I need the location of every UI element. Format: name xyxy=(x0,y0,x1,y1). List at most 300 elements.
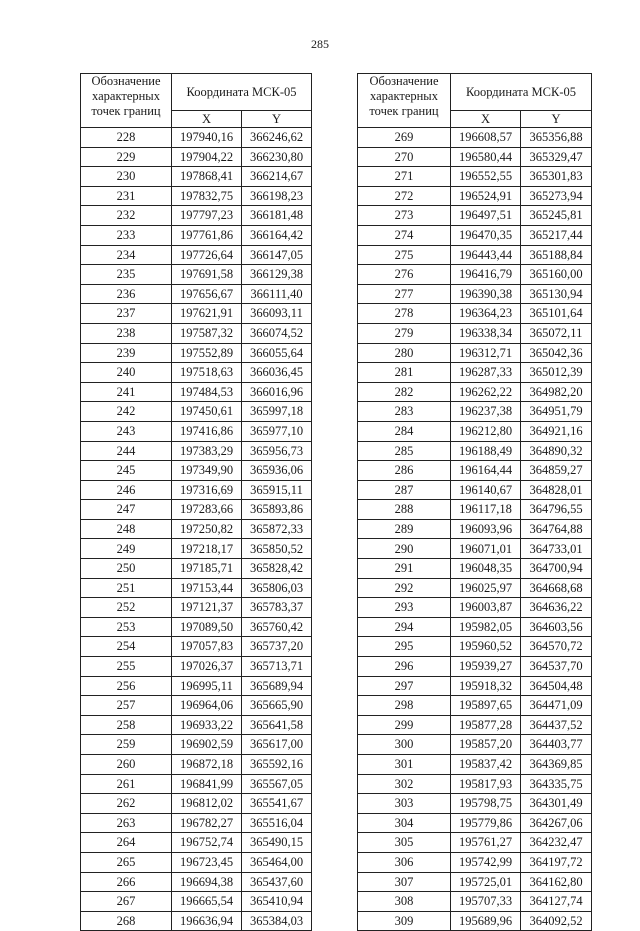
y-coordinate-cell: 365490,15 xyxy=(242,833,312,853)
point-id-cell: 303 xyxy=(358,794,451,814)
point-id-cell: 278 xyxy=(358,304,451,324)
point-id-cell: 231 xyxy=(81,186,172,206)
y-coordinate-cell: 365101,64 xyxy=(521,304,592,324)
table-row xyxy=(358,794,592,814)
table-row xyxy=(81,147,312,167)
y-coordinate-cell: 365245,81 xyxy=(521,206,592,226)
x-coordinate-cell: 195960,52 xyxy=(451,637,521,657)
y-coordinate-cell: 365384,03 xyxy=(242,911,312,931)
point-id-cell: 307 xyxy=(358,872,451,892)
table-body-left xyxy=(81,128,312,931)
x-coordinate-cell: 196416,79 xyxy=(451,265,521,285)
y-coordinate-cell: 364197,72 xyxy=(521,852,592,872)
x-coordinate-cell: 196140,67 xyxy=(451,480,521,500)
point-id-cell: 247 xyxy=(81,500,172,520)
point-id-cell: 236 xyxy=(81,284,172,304)
x-coordinate-cell: 196071,01 xyxy=(451,539,521,559)
point-id-cell: 256 xyxy=(81,676,172,696)
x-coordinate-cell: 195689,96 xyxy=(451,911,521,931)
x-coordinate-cell: 195725,01 xyxy=(451,872,521,892)
x-coordinate-cell: 197621,91 xyxy=(172,304,242,324)
y-coordinate-cell: 364733,01 xyxy=(521,539,592,559)
y-coordinate-cell: 364403,77 xyxy=(521,735,592,755)
table-row xyxy=(81,813,312,833)
x-coordinate-cell: 197218,17 xyxy=(172,539,242,559)
point-id-cell: 253 xyxy=(81,617,172,637)
y-coordinate-cell: 364301,49 xyxy=(521,794,592,814)
point-id-cell: 292 xyxy=(358,578,451,598)
x-coordinate-cell: 195817,93 xyxy=(451,774,521,794)
table-row xyxy=(81,892,312,912)
x-coordinate-cell: 197250,82 xyxy=(172,519,242,539)
x-coordinate-cell: 196048,35 xyxy=(451,559,521,579)
x-coordinate-cell: 197484,53 xyxy=(172,382,242,402)
point-id-cell: 295 xyxy=(358,637,451,657)
x-coordinate-cell: 197416,86 xyxy=(172,421,242,441)
table-row xyxy=(358,657,592,677)
x-coordinate-cell: 197185,71 xyxy=(172,559,242,579)
point-id-cell: 257 xyxy=(81,696,172,716)
y-coordinate-cell: 365410,94 xyxy=(242,892,312,912)
table-row xyxy=(81,715,312,735)
x-coordinate-cell: 197904,22 xyxy=(172,147,242,167)
table-row xyxy=(358,441,592,461)
point-id-cell: 267 xyxy=(81,892,172,912)
point-id-cell: 302 xyxy=(358,774,451,794)
table-row xyxy=(358,500,592,520)
point-id-cell: 271 xyxy=(358,167,451,187)
coordinates-table-right xyxy=(357,73,592,931)
table-row xyxy=(358,872,592,892)
x-coordinate-cell: 197726,64 xyxy=(172,245,242,265)
table-row xyxy=(358,382,592,402)
point-id-cell: 276 xyxy=(358,265,451,285)
y-coordinate-cell: 364437,52 xyxy=(521,715,592,735)
table-row xyxy=(81,265,312,285)
y-coordinate-cell: 366074,52 xyxy=(242,323,312,343)
point-id-cell: 281 xyxy=(358,363,451,383)
x-coordinate-cell: 197587,32 xyxy=(172,323,242,343)
table-row xyxy=(81,225,312,245)
table-row xyxy=(358,833,592,853)
y-coordinate-cell: 365915,11 xyxy=(242,480,312,500)
point-id-cell: 249 xyxy=(81,539,172,559)
point-id-cell: 241 xyxy=(81,382,172,402)
x-coordinate-cell: 196003,87 xyxy=(451,598,521,618)
y-coordinate-cell: 366214,67 xyxy=(242,167,312,187)
point-id-cell: 273 xyxy=(358,206,451,226)
y-coordinate-cell: 364636,22 xyxy=(521,598,592,618)
y-coordinate-cell: 366111,40 xyxy=(242,284,312,304)
table-row xyxy=(81,480,312,500)
y-coordinate-cell: 365012,39 xyxy=(521,363,592,383)
table-row xyxy=(358,186,592,206)
y-coordinate-cell: 365641,58 xyxy=(242,715,312,735)
table-row xyxy=(358,402,592,422)
x-coordinate-cell: 195897,65 xyxy=(451,696,521,716)
y-coordinate-cell: 364828,01 xyxy=(521,480,592,500)
table-row xyxy=(81,382,312,402)
y-coordinate-cell: 364369,85 xyxy=(521,755,592,775)
point-id-cell: 251 xyxy=(81,578,172,598)
point-id-cell: 239 xyxy=(81,343,172,363)
table-row xyxy=(81,343,312,363)
table-row xyxy=(358,578,592,598)
x-coordinate-cell: 196470,35 xyxy=(451,225,521,245)
point-id-cell: 264 xyxy=(81,833,172,853)
point-id-cell: 262 xyxy=(81,794,172,814)
y-coordinate-cell: 364668,68 xyxy=(521,578,592,598)
table-row xyxy=(358,715,592,735)
table-row xyxy=(358,225,592,245)
point-id-cell: 294 xyxy=(358,617,451,637)
y-coordinate-cell: 365567,05 xyxy=(242,774,312,794)
y-coordinate-cell: 365977,10 xyxy=(242,421,312,441)
x-coordinate-cell: 197552,89 xyxy=(172,343,242,363)
point-id-cell: 230 xyxy=(81,167,172,187)
y-coordinate-cell: 365541,67 xyxy=(242,794,312,814)
y-coordinate-cell: 364335,75 xyxy=(521,774,592,794)
x-coordinate-cell: 195877,28 xyxy=(451,715,521,735)
x-coordinate-cell: 197121,37 xyxy=(172,598,242,618)
y-coordinate-cell: 364982,20 xyxy=(521,382,592,402)
table-row xyxy=(358,343,592,363)
point-id-cell: 309 xyxy=(358,911,451,931)
table-row xyxy=(81,519,312,539)
point-id-cell: 283 xyxy=(358,402,451,422)
table-row xyxy=(81,833,312,853)
table-row xyxy=(358,735,592,755)
y-coordinate-cell: 365356,88 xyxy=(521,128,592,148)
y-coordinate-cell: 366036,45 xyxy=(242,363,312,383)
x-coordinate-cell: 195939,27 xyxy=(451,657,521,677)
table-row xyxy=(358,304,592,324)
table-row xyxy=(358,480,592,500)
point-id-cell: 240 xyxy=(81,363,172,383)
point-id-cell: 237 xyxy=(81,304,172,324)
x-coordinate-cell: 196723,45 xyxy=(172,852,242,872)
point-id-cell: 259 xyxy=(81,735,172,755)
y-coordinate-cell: 365329,47 xyxy=(521,147,592,167)
point-id-cell: 286 xyxy=(358,461,451,481)
x-coordinate-cell: 197797,23 xyxy=(172,206,242,226)
header-y: Y xyxy=(242,111,312,128)
y-coordinate-cell: 366181,48 xyxy=(242,206,312,226)
y-coordinate-cell: 366093,11 xyxy=(242,304,312,324)
point-id-cell: 299 xyxy=(358,715,451,735)
x-coordinate-cell: 196338,34 xyxy=(451,323,521,343)
table-row xyxy=(358,265,592,285)
x-coordinate-cell: 197868,41 xyxy=(172,167,242,187)
table-row xyxy=(358,637,592,657)
y-coordinate-cell: 365783,37 xyxy=(242,598,312,618)
table-row xyxy=(358,284,592,304)
table-row xyxy=(358,206,592,226)
table-row xyxy=(81,461,312,481)
y-coordinate-cell: 366198,23 xyxy=(242,186,312,206)
x-coordinate-cell: 197940,16 xyxy=(172,128,242,148)
table-row xyxy=(358,755,592,775)
x-coordinate-cell: 196872,18 xyxy=(172,755,242,775)
y-coordinate-cell: 365592,16 xyxy=(242,755,312,775)
x-coordinate-cell: 196093,96 xyxy=(451,519,521,539)
point-id-cell: 293 xyxy=(358,598,451,618)
x-coordinate-cell: 196995,11 xyxy=(172,676,242,696)
x-coordinate-cell: 196287,33 xyxy=(451,363,521,383)
table-row xyxy=(81,284,312,304)
table-row xyxy=(358,852,592,872)
x-coordinate-cell: 196188,49 xyxy=(451,441,521,461)
table-row xyxy=(358,911,592,931)
table-row xyxy=(81,637,312,657)
table-row xyxy=(81,617,312,637)
point-id-cell: 244 xyxy=(81,441,172,461)
point-id-cell: 233 xyxy=(81,225,172,245)
y-coordinate-cell: 364162,80 xyxy=(521,872,592,892)
table-row xyxy=(81,245,312,265)
x-coordinate-cell: 197518,63 xyxy=(172,363,242,383)
x-coordinate-cell: 197656,67 xyxy=(172,284,242,304)
page-number: 285 xyxy=(311,37,329,51)
point-id-cell: 245 xyxy=(81,461,172,481)
header-coordinate-title: Координата МСК-05 xyxy=(451,74,592,111)
x-coordinate-cell: 196752,74 xyxy=(172,833,242,853)
point-id-cell: 287 xyxy=(358,480,451,500)
table-row xyxy=(358,617,592,637)
x-coordinate-cell: 196964,06 xyxy=(172,696,242,716)
y-coordinate-cell: 365217,44 xyxy=(521,225,592,245)
table-row xyxy=(81,441,312,461)
x-coordinate-cell: 196782,27 xyxy=(172,813,242,833)
x-coordinate-cell: 196237,38 xyxy=(451,402,521,422)
x-coordinate-cell: 197089,50 xyxy=(172,617,242,637)
point-id-cell: 234 xyxy=(81,245,172,265)
point-id-cell: 266 xyxy=(81,872,172,892)
x-coordinate-cell: 196636,94 xyxy=(172,911,242,931)
table-row xyxy=(81,911,312,931)
x-coordinate-cell: 197283,66 xyxy=(172,500,242,520)
x-coordinate-cell: 196117,18 xyxy=(451,500,521,520)
x-coordinate-cell: 195857,20 xyxy=(451,735,521,755)
y-coordinate-cell: 365273,94 xyxy=(521,186,592,206)
point-id-cell: 297 xyxy=(358,676,451,696)
y-coordinate-cell: 365516,04 xyxy=(242,813,312,833)
y-coordinate-cell: 365850,52 xyxy=(242,539,312,559)
y-coordinate-cell: 365689,94 xyxy=(242,676,312,696)
y-coordinate-cell: 364267,06 xyxy=(521,813,592,833)
y-coordinate-cell: 365760,42 xyxy=(242,617,312,637)
table-row xyxy=(81,657,312,677)
table-row xyxy=(81,852,312,872)
x-coordinate-cell: 197832,75 xyxy=(172,186,242,206)
y-coordinate-cell: 365617,00 xyxy=(242,735,312,755)
y-coordinate-cell: 365072,11 xyxy=(521,323,592,343)
x-coordinate-cell: 197761,86 xyxy=(172,225,242,245)
table-row xyxy=(81,559,312,579)
point-id-cell: 304 xyxy=(358,813,451,833)
x-coordinate-cell: 196812,02 xyxy=(172,794,242,814)
table-row xyxy=(358,696,592,716)
y-coordinate-cell: 366164,42 xyxy=(242,225,312,245)
table-row xyxy=(358,147,592,167)
point-id-cell: 250 xyxy=(81,559,172,579)
x-coordinate-cell: 196580,44 xyxy=(451,147,521,167)
table-row xyxy=(358,774,592,794)
x-coordinate-cell: 197383,29 xyxy=(172,441,242,461)
y-coordinate-cell: 366016,96 xyxy=(242,382,312,402)
point-id-cell: 301 xyxy=(358,755,451,775)
point-id-cell: 272 xyxy=(358,186,451,206)
x-coordinate-cell: 196312,71 xyxy=(451,343,521,363)
point-id-cell: 275 xyxy=(358,245,451,265)
x-coordinate-cell: 196262,22 xyxy=(451,382,521,402)
x-coordinate-cell: 196390,38 xyxy=(451,284,521,304)
point-id-cell: 228 xyxy=(81,128,172,148)
y-coordinate-cell: 364859,27 xyxy=(521,461,592,481)
x-coordinate-cell: 196025,97 xyxy=(451,578,521,598)
table-row xyxy=(358,323,592,343)
table-row xyxy=(358,363,592,383)
x-coordinate-cell: 195742,99 xyxy=(451,852,521,872)
y-coordinate-cell: 365437,60 xyxy=(242,872,312,892)
header-x: X xyxy=(451,111,521,128)
y-coordinate-cell: 365042,36 xyxy=(521,343,592,363)
point-id-cell: 238 xyxy=(81,323,172,343)
y-coordinate-cell: 365665,90 xyxy=(242,696,312,716)
point-id-cell: 260 xyxy=(81,755,172,775)
table-row xyxy=(358,245,592,265)
point-id-cell: 306 xyxy=(358,852,451,872)
y-coordinate-cell: 365160,00 xyxy=(521,265,592,285)
x-coordinate-cell: 196694,38 xyxy=(172,872,242,892)
table-row xyxy=(358,676,592,696)
y-coordinate-cell: 365872,33 xyxy=(242,519,312,539)
y-coordinate-cell: 364232,47 xyxy=(521,833,592,853)
point-id-cell: 235 xyxy=(81,265,172,285)
point-id-cell: 300 xyxy=(358,735,451,755)
table-row xyxy=(358,519,592,539)
table-row xyxy=(358,559,592,579)
point-id-cell: 232 xyxy=(81,206,172,226)
x-coordinate-cell: 196665,54 xyxy=(172,892,242,912)
table-row xyxy=(358,892,592,912)
y-coordinate-cell: 364504,48 xyxy=(521,676,592,696)
table-row xyxy=(81,794,312,814)
y-coordinate-cell: 365956,73 xyxy=(242,441,312,461)
x-coordinate-cell: 195779,86 xyxy=(451,813,521,833)
header-x: X xyxy=(172,111,242,128)
x-coordinate-cell: 197057,83 xyxy=(172,637,242,657)
y-coordinate-cell: 364921,16 xyxy=(521,421,592,441)
x-coordinate-cell: 196443,44 xyxy=(451,245,521,265)
table-row xyxy=(81,206,312,226)
x-coordinate-cell: 196552,55 xyxy=(451,167,521,187)
table-row xyxy=(358,539,592,559)
x-coordinate-cell: 196841,99 xyxy=(172,774,242,794)
point-id-cell: 274 xyxy=(358,225,451,245)
point-id-cell: 280 xyxy=(358,343,451,363)
y-coordinate-cell: 364951,79 xyxy=(521,402,592,422)
point-id-cell: 248 xyxy=(81,519,172,539)
x-coordinate-cell: 196497,51 xyxy=(451,206,521,226)
point-id-cell: 285 xyxy=(358,441,451,461)
table-row xyxy=(81,167,312,187)
point-id-cell: 263 xyxy=(81,813,172,833)
y-coordinate-cell: 364092,52 xyxy=(521,911,592,931)
x-coordinate-cell: 195918,32 xyxy=(451,676,521,696)
point-id-cell: 270 xyxy=(358,147,451,167)
y-coordinate-cell: 365936,06 xyxy=(242,461,312,481)
table-row xyxy=(358,421,592,441)
x-coordinate-cell: 196164,44 xyxy=(451,461,521,481)
y-coordinate-cell: 365464,00 xyxy=(242,852,312,872)
table-row xyxy=(81,186,312,206)
table-row xyxy=(358,461,592,481)
x-coordinate-cell: 197691,58 xyxy=(172,265,242,285)
point-id-cell: 296 xyxy=(358,657,451,677)
x-coordinate-cell: 195982,05 xyxy=(451,617,521,637)
header-coordinate-title: Координата МСК-05 xyxy=(172,74,312,111)
y-coordinate-cell: 365188,84 xyxy=(521,245,592,265)
point-id-cell: 289 xyxy=(358,519,451,539)
point-id-cell: 290 xyxy=(358,539,451,559)
point-id-cell: 261 xyxy=(81,774,172,794)
header-point-label: Обозначение характерных точек границ xyxy=(81,74,172,128)
y-coordinate-cell: 365997,18 xyxy=(242,402,312,422)
table-body-right xyxy=(358,128,592,931)
y-coordinate-cell: 364764,88 xyxy=(521,519,592,539)
x-coordinate-cell: 196364,23 xyxy=(451,304,521,324)
y-coordinate-cell: 366230,80 xyxy=(242,147,312,167)
y-coordinate-cell: 366246,62 xyxy=(242,128,312,148)
table-row xyxy=(358,167,592,187)
y-coordinate-cell: 365301,83 xyxy=(521,167,592,187)
y-coordinate-cell: 365737,20 xyxy=(242,637,312,657)
x-coordinate-cell: 196902,59 xyxy=(172,735,242,755)
y-coordinate-cell: 364890,32 xyxy=(521,441,592,461)
point-id-cell: 246 xyxy=(81,480,172,500)
coordinates-table-left xyxy=(80,73,312,931)
point-id-cell: 284 xyxy=(358,421,451,441)
x-coordinate-cell: 197349,90 xyxy=(172,461,242,481)
header-y: Y xyxy=(521,111,592,128)
point-id-cell: 277 xyxy=(358,284,451,304)
y-coordinate-cell: 364700,94 xyxy=(521,559,592,579)
point-id-cell: 255 xyxy=(81,657,172,677)
table-row xyxy=(81,872,312,892)
table-row xyxy=(81,755,312,775)
point-id-cell: 242 xyxy=(81,402,172,422)
x-coordinate-cell: 197316,69 xyxy=(172,480,242,500)
table-row xyxy=(81,676,312,696)
table-row xyxy=(81,402,312,422)
point-id-cell: 229 xyxy=(81,147,172,167)
table-row xyxy=(81,421,312,441)
y-coordinate-cell: 365130,94 xyxy=(521,284,592,304)
table-row xyxy=(81,735,312,755)
point-id-cell: 268 xyxy=(81,911,172,931)
y-coordinate-cell: 366147,05 xyxy=(242,245,312,265)
table-row xyxy=(81,128,312,148)
table-row xyxy=(81,598,312,618)
y-coordinate-cell: 364570,72 xyxy=(521,637,592,657)
x-coordinate-cell: 196608,57 xyxy=(451,128,521,148)
table-row xyxy=(358,128,592,148)
table-row xyxy=(81,323,312,343)
y-coordinate-cell: 366055,64 xyxy=(242,343,312,363)
point-id-cell: 308 xyxy=(358,892,451,912)
y-coordinate-cell: 364127,74 xyxy=(521,892,592,912)
